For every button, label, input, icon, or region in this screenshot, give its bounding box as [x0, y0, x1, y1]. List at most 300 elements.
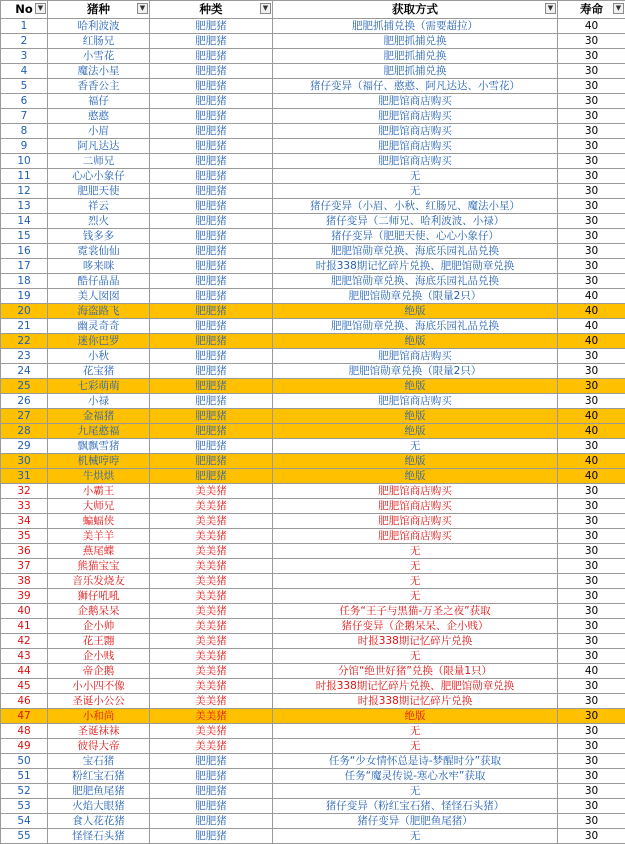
cell-acquire[interactable]: 猪仔变异（企鹅呆呆、企小贱） [273, 619, 558, 634]
table-row [1, 169, 625, 184]
cell-life[interactable]: 30 [558, 274, 625, 289]
cell-life[interactable]: 40 [558, 19, 625, 34]
cell-pig-name[interactable]: 迷你巴罗 [48, 334, 150, 349]
cell-life[interactable]: 30 [558, 349, 625, 364]
cell-pig-name[interactable]: 小霸王 [48, 484, 150, 499]
cell-pig-name[interactable]: 美羊羊 [48, 529, 150, 544]
cell-life[interactable]: 30 [558, 829, 625, 844]
cell-kind[interactable]: 肥肥猪 [150, 199, 273, 214]
cell-kind[interactable]: 肥肥猪 [150, 244, 273, 259]
cell-kind[interactable]: 肥肥猪 [150, 34, 273, 49]
cell-life[interactable]: 30 [558, 499, 625, 514]
cell-no[interactable]: 54 [1, 814, 48, 829]
cell-no[interactable]: 39 [1, 589, 48, 604]
cell-no[interactable]: 6 [1, 94, 48, 109]
cell-acquire[interactable]: 肥肥馆商店购买 [273, 139, 558, 154]
cell-pig-name[interactable]: 九尾憨福 [48, 424, 150, 439]
cell-pig-name[interactable]: 企鹅呆呆 [48, 604, 150, 619]
cell-no[interactable]: 53 [1, 799, 48, 814]
cell-acquire[interactable]: 绝版 [273, 709, 558, 724]
cell-acquire[interactable]: 肥肥馆勋章兑换、海底乐园礼品兑换 [273, 274, 558, 289]
cell-life[interactable]: 40 [558, 319, 625, 334]
table-row [1, 364, 625, 379]
cell-no[interactable]: 45 [1, 679, 48, 694]
cell-kind[interactable]: 肥肥猪 [150, 469, 273, 484]
cell-pig-name[interactable]: 圣诞小公公 [48, 694, 150, 709]
cell-life[interactable]: 30 [558, 514, 625, 529]
cell-kind[interactable]: 肥肥猪 [150, 424, 273, 439]
cell-no[interactable]: 30 [1, 454, 48, 469]
cell-life[interactable]: 40 [558, 454, 625, 469]
cell-no[interactable]: 1 [1, 19, 48, 34]
cell-acquire[interactable]: 无 [273, 574, 558, 589]
cell-no[interactable]: 23 [1, 349, 48, 364]
cell-kind[interactable]: 肥肥猪 [150, 64, 273, 79]
cell-no[interactable]: 51 [1, 769, 48, 784]
cell-no[interactable]: 17 [1, 259, 48, 274]
cell-no[interactable]: 10 [1, 154, 48, 169]
cell-no[interactable]: 32 [1, 484, 48, 499]
cell-kind[interactable]: 美美猪 [150, 559, 273, 574]
cell-life[interactable]: 30 [558, 49, 625, 64]
cell-no[interactable]: 44 [1, 664, 48, 679]
cell-kind[interactable]: 肥肥猪 [150, 769, 273, 784]
cell-acquire[interactable]: 肥肥抓捕兑换 [273, 49, 558, 64]
cell-life[interactable]: 30 [558, 259, 625, 274]
cell-pig-name[interactable]: 钱多多 [48, 229, 150, 244]
table-row [1, 94, 625, 109]
cell-no[interactable]: 28 [1, 424, 48, 439]
cell-kind[interactable]: 肥肥猪 [150, 124, 273, 139]
cell-acquire[interactable]: 绝版 [273, 304, 558, 319]
cell-kind[interactable]: 美美猪 [150, 619, 273, 634]
cell-no[interactable]: 29 [1, 439, 48, 454]
cell-no[interactable]: 8 [1, 124, 48, 139]
cell-acquire[interactable]: 时报338期记忆碎片兑换、肥肥馆勋章兑换 [273, 679, 558, 694]
cell-acquire[interactable]: 猪仔变异（福仔、憨憨、阿凡达达、小雪花） [273, 79, 558, 94]
cell-kind[interactable]: 肥肥猪 [150, 454, 273, 469]
table-row [1, 379, 625, 394]
table-row [1, 829, 625, 844]
cell-acquire[interactable]: 无 [273, 784, 558, 799]
cell-kind[interactable]: 肥肥猪 [150, 799, 273, 814]
cell-pig-name[interactable]: 花王翾 [48, 634, 150, 649]
cell-acquire[interactable]: 任务“魔灵传说-寒心水牢”获取 [273, 769, 558, 784]
cell-no[interactable]: 21 [1, 319, 48, 334]
cell-life[interactable]: 30 [558, 124, 625, 139]
cell-acquire[interactable]: 时报338期记忆碎片兑换 [273, 694, 558, 709]
cell-kind[interactable]: 肥肥猪 [150, 214, 273, 229]
cell-life[interactable]: 30 [558, 799, 625, 814]
cell-life[interactable]: 30 [558, 364, 625, 379]
cell-acquire[interactable]: 猪仔变异（肥肥鱼尾猪） [273, 814, 558, 829]
cell-acquire[interactable]: 任务“少女情怀总是诗-梦醒时分”获取 [273, 754, 558, 769]
filter-dropdown-icon[interactable]: ▼ [260, 3, 271, 14]
cell-pig-name[interactable]: 帝企鹅 [48, 664, 150, 679]
cell-acquire[interactable]: 绝版 [273, 454, 558, 469]
cell-pig-name[interactable]: 幽灵奇奇 [48, 319, 150, 334]
cell-kind[interactable]: 美美猪 [150, 514, 273, 529]
cell-no[interactable]: 9 [1, 139, 48, 154]
header-life [558, 1, 625, 19]
cell-life[interactable]: 30 [558, 559, 625, 574]
cell-acquire[interactable]: 肥肥馆商店购买 [273, 349, 558, 364]
cell-acquire[interactable]: 肥肥馆商店购买 [273, 394, 558, 409]
cell-life[interactable]: 40 [558, 664, 625, 679]
table-row [1, 19, 625, 34]
cell-life[interactable]: 30 [558, 589, 625, 604]
cell-no[interactable]: 35 [1, 529, 48, 544]
cell-acquire[interactable]: 猪仔变异（小眉、小秋、红肠兄、魔法小星） [273, 199, 558, 214]
cell-kind[interactable]: 肥肥猪 [150, 79, 273, 94]
cell-life[interactable]: 30 [558, 139, 625, 154]
cell-kind[interactable]: 美美猪 [150, 709, 273, 724]
cell-no[interactable]: 36 [1, 544, 48, 559]
cell-life[interactable]: 40 [558, 469, 625, 484]
cell-no[interactable]: 15 [1, 229, 48, 244]
cell-pig-name[interactable]: 祥云 [48, 199, 150, 214]
cell-acquire[interactable]: 肥肥馆商店购买 [273, 124, 558, 139]
cell-acquire[interactable]: 无 [273, 829, 558, 844]
cell-life[interactable]: 30 [558, 814, 625, 829]
cell-pig-name[interactable]: 魔法小星 [48, 64, 150, 79]
cell-kind[interactable]: 肥肥猪 [150, 169, 273, 184]
cell-pig-name[interactable]: 圣诞袜袜 [48, 724, 150, 739]
cell-kind[interactable]: 美美猪 [150, 604, 273, 619]
cell-pig-name[interactable]: 小雪花 [48, 49, 150, 64]
cell-kind[interactable]: 美美猪 [150, 544, 273, 559]
cell-kind[interactable]: 美美猪 [150, 634, 273, 649]
cell-acquire[interactable]: 肥肥抓捕兑换（需要超拉） [273, 19, 558, 34]
cell-pig-name[interactable]: 红肠兄 [48, 34, 150, 49]
cell-kind[interactable]: 美美猪 [150, 529, 273, 544]
cell-no[interactable]: 7 [1, 109, 48, 124]
cell-kind[interactable]: 肥肥猪 [150, 784, 273, 799]
cell-pig-name[interactable]: 企小贱 [48, 649, 150, 664]
cell-kind[interactable]: 美美猪 [150, 679, 273, 694]
cell-acquire[interactable]: 肥肥馆商店购买 [273, 94, 558, 109]
cell-pig-name[interactable]: 小禄 [48, 394, 150, 409]
cell-acquire[interactable]: 绝版 [273, 469, 558, 484]
cell-acquire[interactable]: 肥肥馆勋章兑换（限量2只） [273, 364, 558, 379]
cell-life[interactable]: 30 [558, 199, 625, 214]
cell-life[interactable]: 40 [558, 304, 625, 319]
cell-kind[interactable]: 肥肥猪 [150, 319, 273, 334]
cell-kind[interactable]: 美美猪 [150, 484, 273, 499]
cell-acquire[interactable]: 无 [273, 739, 558, 754]
cell-kind[interactable]: 肥肥猪 [150, 364, 273, 379]
cell-pig-name[interactable]: 食人花花猪 [48, 814, 150, 829]
table-row [1, 604, 625, 619]
cell-life[interactable]: 30 [558, 574, 625, 589]
cell-no[interactable]: 47 [1, 709, 48, 724]
cell-no[interactable]: 46 [1, 694, 48, 709]
cell-life[interactable]: 30 [558, 544, 625, 559]
cell-pig-name[interactable]: 哈利波波 [48, 19, 150, 34]
table-row [1, 274, 625, 289]
cell-no[interactable]: 20 [1, 304, 48, 319]
cell-life[interactable]: 30 [558, 754, 625, 769]
cell-pig-name[interactable]: 宝石猪 [48, 754, 150, 769]
cell-acquire[interactable]: 肥肥馆商店购买 [273, 529, 558, 544]
cell-no[interactable]: 49 [1, 739, 48, 754]
cell-life[interactable]: 30 [558, 79, 625, 94]
cell-no[interactable]: 48 [1, 724, 48, 739]
cell-life[interactable]: 30 [558, 109, 625, 124]
table-row [1, 49, 625, 64]
cell-pig-name[interactable]: 燕尾蝶 [48, 544, 150, 559]
cell-kind[interactable]: 美美猪 [150, 664, 273, 679]
cell-life[interactable]: 30 [558, 64, 625, 79]
cell-life[interactable]: 30 [558, 184, 625, 199]
cell-pig-name[interactable]: 二师兄 [48, 154, 150, 169]
cell-pig-name[interactable]: 怪怪石头猪 [48, 829, 150, 844]
cell-life[interactable]: 30 [558, 484, 625, 499]
cell-no[interactable]: 42 [1, 634, 48, 649]
cell-pig-name[interactable]: 小秋 [48, 349, 150, 364]
cell-pig-name[interactable]: 火焰大眼猪 [48, 799, 150, 814]
header-row [1, 1, 625, 19]
cell-kind[interactable]: 肥肥猪 [150, 94, 273, 109]
cell-acquire[interactable]: 猪仔变异（粉红宝石猪、怪怪石头猪） [273, 799, 558, 814]
cell-kind[interactable]: 美美猪 [150, 649, 273, 664]
cell-life[interactable]: 40 [558, 334, 625, 349]
cell-pig-name[interactable]: 小眉 [48, 124, 150, 139]
cell-pig-name[interactable]: 飘飘雪猪 [48, 439, 150, 454]
cell-pig-name[interactable]: 肥肥天使 [48, 184, 150, 199]
cell-acquire[interactable]: 无 [273, 559, 558, 574]
cell-pig-name[interactable]: 香香公主 [48, 79, 150, 94]
cell-acquire[interactable]: 肥肥馆商店购买 [273, 484, 558, 499]
filter-dropdown-icon[interactable]: ▼ [35, 3, 46, 14]
table-row [1, 139, 625, 154]
cell-acquire[interactable]: 绝版 [273, 409, 558, 424]
cell-pig-name[interactable]: 肥肥鱼尾猪 [48, 784, 150, 799]
cell-no[interactable]: 11 [1, 169, 48, 184]
cell-acquire[interactable]: 肥肥馆商店购买 [273, 154, 558, 169]
cell-acquire[interactable]: 绝版 [273, 334, 558, 349]
cell-life[interactable]: 30 [558, 709, 625, 724]
cell-no[interactable]: 31 [1, 469, 48, 484]
header-life-label: 寿命 [580, 2, 603, 16]
cell-pig-name[interactable]: 花宝猪 [48, 364, 150, 379]
cell-kind[interactable]: 肥肥猪 [150, 109, 273, 124]
cell-acquire[interactable]: 时报338期记忆碎片兑换 [273, 634, 558, 649]
table-row [1, 394, 625, 409]
cell-acquire[interactable]: 绝版 [273, 379, 558, 394]
filter-dropdown-icon[interactable]: ▼ [545, 3, 556, 14]
cell-no[interactable]: 26 [1, 394, 48, 409]
cell-no[interactable]: 24 [1, 364, 48, 379]
cell-kind[interactable]: 肥肥猪 [150, 379, 273, 394]
cell-acquire[interactable]: 肥肥馆勋章兑换、海底乐园礼品兑换 [273, 319, 558, 334]
cell-acquire[interactable]: 无 [273, 439, 558, 454]
cell-life[interactable]: 40 [558, 424, 625, 439]
cell-acquire[interactable]: 时报338期记忆碎片兑换、肥肥馆勋章兑换 [273, 259, 558, 274]
cell-kind[interactable]: 肥肥猪 [150, 334, 273, 349]
cell-pig-name[interactable]: 心心小象仔 [48, 169, 150, 184]
cell-acquire[interactable]: 猪仔变异（二师兄、哈利波波、小禄） [273, 214, 558, 229]
cell-kind[interactable]: 肥肥猪 [150, 259, 273, 274]
cell-acquire[interactable]: 无 [273, 649, 558, 664]
cell-no[interactable]: 34 [1, 514, 48, 529]
table-row [1, 79, 625, 94]
cell-no[interactable]: 40 [1, 604, 48, 619]
cell-life[interactable]: 30 [558, 634, 625, 649]
cell-no[interactable]: 37 [1, 559, 48, 574]
cell-kind[interactable]: 美美猪 [150, 589, 273, 604]
cell-pig-name[interactable]: 熊猫宝宝 [48, 559, 150, 574]
cell-acquire[interactable]: 肥肥馆勋章兑换（限量2只） [273, 289, 558, 304]
cell-life[interactable]: 30 [558, 154, 625, 169]
table-row [1, 529, 625, 544]
cell-kind[interactable]: 肥肥猪 [150, 349, 273, 364]
cell-no[interactable]: 38 [1, 574, 48, 589]
cell-pig-name[interactable]: 哆来咪 [48, 259, 150, 274]
cell-pig-name[interactable]: 憨憨 [48, 109, 150, 124]
cell-acquire[interactable]: 无 [273, 169, 558, 184]
cell-no[interactable]: 50 [1, 754, 48, 769]
cell-life[interactable]: 30 [558, 769, 625, 784]
cell-pig-name[interactable]: 蝙蝠侠 [48, 514, 150, 529]
cell-kind[interactable]: 肥肥猪 [150, 289, 273, 304]
cell-kind[interactable]: 肥肥猪 [150, 814, 273, 829]
cell-kind[interactable]: 肥肥猪 [150, 184, 273, 199]
cell-pig-name[interactable]: 七彩萌萌 [48, 379, 150, 394]
table-row [1, 199, 625, 214]
cell-acquire[interactable]: 无 [273, 544, 558, 559]
filter-dropdown-icon[interactable]: ▼ [137, 3, 148, 14]
cell-pig-name[interactable]: 美人囡囡 [48, 289, 150, 304]
cell-no[interactable]: 4 [1, 64, 48, 79]
cell-kind[interactable]: 美美猪 [150, 574, 273, 589]
cell-no[interactable]: 33 [1, 499, 48, 514]
cell-kind[interactable]: 美美猪 [150, 739, 273, 754]
cell-life[interactable]: 30 [558, 34, 625, 49]
cell-pig-name[interactable]: 阿凡达达 [48, 139, 150, 154]
cell-kind[interactable]: 肥肥猪 [150, 274, 273, 289]
cell-no[interactable]: 5 [1, 79, 48, 94]
cell-kind[interactable]: 肥肥猪 [150, 829, 273, 844]
cell-pig-name[interactable]: 烈火 [48, 214, 150, 229]
cell-pig-name[interactable]: 小和尚 [48, 709, 150, 724]
cell-acquire[interactable]: 肥肥馆勋章兑换、海底乐园礼品兑换 [273, 244, 558, 259]
cell-acquire[interactable]: 肥肥馆商店购买 [273, 514, 558, 529]
table-row [1, 409, 625, 424]
cell-kind[interactable]: 肥肥猪 [150, 409, 273, 424]
cell-life[interactable]: 30 [558, 649, 625, 664]
cell-kind[interactable]: 肥肥猪 [150, 754, 273, 769]
cell-no[interactable]: 12 [1, 184, 48, 199]
cell-no[interactable]: 2 [1, 34, 48, 49]
cell-no[interactable]: 25 [1, 379, 48, 394]
cell-acquire[interactable]: 肥肥馆商店购买 [273, 109, 558, 124]
cell-life[interactable]: 30 [558, 784, 625, 799]
cell-acquire[interactable]: 肥肥抓捕兑换 [273, 64, 558, 79]
cell-kind[interactable]: 肥肥猪 [150, 49, 273, 64]
cell-life[interactable]: 40 [558, 289, 625, 304]
cell-pig-name[interactable]: 狮仔吼吼 [48, 589, 150, 604]
cell-no[interactable]: 3 [1, 49, 48, 64]
cell-life[interactable]: 30 [558, 739, 625, 754]
cell-pig-name[interactable]: 福仔 [48, 94, 150, 109]
cell-life[interactable]: 30 [558, 229, 625, 244]
table-row [1, 499, 625, 514]
cell-pig-name[interactable]: 机械哼哼 [48, 454, 150, 469]
cell-kind[interactable]: 肥肥猪 [150, 439, 273, 454]
cell-pig-name[interactable]: 霓裳仙仙 [48, 244, 150, 259]
cell-kind[interactable]: 肥肥猪 [150, 229, 273, 244]
cell-life[interactable]: 30 [558, 619, 625, 634]
cell-pig-name[interactable]: 企小帅 [48, 619, 150, 634]
filter-dropdown-icon[interactable]: ▼ [613, 3, 624, 14]
cell-life[interactable]: 30 [558, 679, 625, 694]
cell-life[interactable]: 40 [558, 409, 625, 424]
cell-no[interactable]: 16 [1, 244, 48, 259]
cell-kind[interactable]: 肥肥猪 [150, 154, 273, 169]
cell-kind[interactable]: 肥肥猪 [150, 139, 273, 154]
cell-life[interactable]: 30 [558, 379, 625, 394]
cell-acquire[interactable]: 肥肥抓捕兑换 [273, 34, 558, 49]
cell-life[interactable]: 30 [558, 214, 625, 229]
cell-kind[interactable]: 美美猪 [150, 499, 273, 514]
cell-kind[interactable]: 肥肥猪 [150, 394, 273, 409]
cell-pig-name[interactable]: 海盗路飞 [48, 304, 150, 319]
cell-kind[interactable]: 肥肥猪 [150, 304, 273, 319]
cell-acquire[interactable]: 绝版 [273, 424, 558, 439]
cell-no[interactable]: 22 [1, 334, 48, 349]
cell-no[interactable]: 52 [1, 784, 48, 799]
cell-life[interactable]: 30 [558, 439, 625, 454]
cell-no[interactable]: 13 [1, 199, 48, 214]
cell-acquire[interactable]: 猪仔变异（肥肥天使、心心小象仔） [273, 229, 558, 244]
cell-acquire[interactable]: 无 [273, 184, 558, 199]
cell-pig-name[interactable]: 彼得大帝 [48, 739, 150, 754]
cell-pig-name[interactable]: 小小四不像 [48, 679, 150, 694]
table-row [1, 484, 625, 499]
cell-life[interactable]: 30 [558, 529, 625, 544]
cell-no[interactable]: 19 [1, 289, 48, 304]
cell-pig-name[interactable]: 大师兄 [48, 499, 150, 514]
cell-acquire[interactable]: 无 [273, 589, 558, 604]
cell-life[interactable]: 30 [558, 694, 625, 709]
cell-no[interactable]: 27 [1, 409, 48, 424]
cell-acquire[interactable]: 无 [273, 724, 558, 739]
cell-no[interactable]: 18 [1, 274, 48, 289]
cell-no[interactable]: 41 [1, 619, 48, 634]
cell-no[interactable]: 43 [1, 649, 48, 664]
cell-no[interactable]: 55 [1, 829, 48, 844]
cell-no[interactable]: 14 [1, 214, 48, 229]
cell-kind[interactable]: 美美猪 [150, 724, 273, 739]
cell-kind[interactable]: 美美猪 [150, 694, 273, 709]
cell-life[interactable]: 30 [558, 244, 625, 259]
cell-pig-name[interactable]: 粉红宝石猪 [48, 769, 150, 784]
cell-acquire[interactable]: 分馆“绝世好猪”兑换（限量1只） [273, 664, 558, 679]
cell-life[interactable]: 30 [558, 94, 625, 109]
cell-pig-name[interactable]: 金福猪 [48, 409, 150, 424]
cell-acquire[interactable]: 任务“王子与黑猫-万圣之夜”获取 [273, 604, 558, 619]
cell-life[interactable]: 30 [558, 604, 625, 619]
cell-pig-name[interactable]: 牛烘烘 [48, 469, 150, 484]
cell-pig-name[interactable]: 酷仔晶晶 [48, 274, 150, 289]
cell-kind[interactable]: 肥肥猪 [150, 19, 273, 34]
cell-acquire[interactable]: 肥肥馆商店购买 [273, 499, 558, 514]
cell-life[interactable]: 30 [558, 724, 625, 739]
cell-life[interactable]: 30 [558, 394, 625, 409]
cell-pig-name[interactable]: 音乐发烧友 [48, 574, 150, 589]
cell-life[interactable]: 30 [558, 169, 625, 184]
